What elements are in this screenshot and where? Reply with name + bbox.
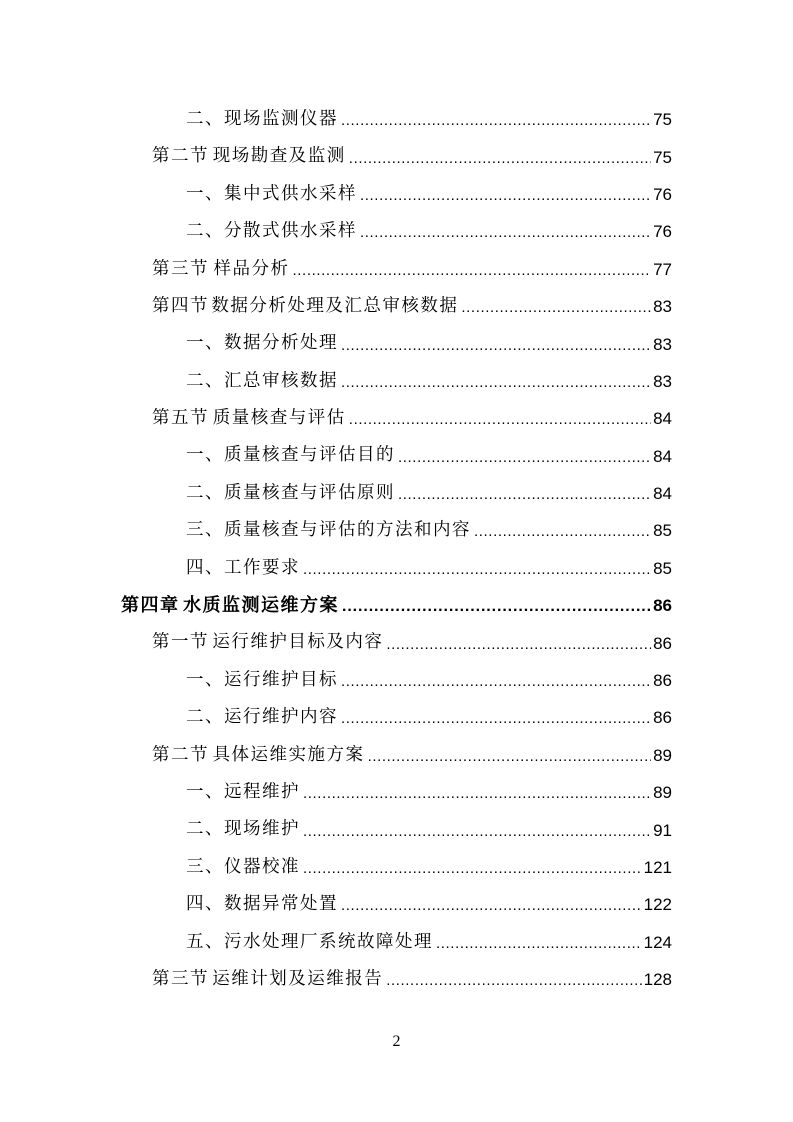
toc-entry-number: 第五节 [152, 408, 209, 429]
toc-entry-number: 二、 [186, 370, 224, 391]
toc-entry-page: 75 [653, 110, 672, 130]
toc-entry-item[interactable] [0, 475, 793, 512]
toc-entry-page: 128 [643, 970, 672, 990]
toc-entry-number: 第二节 [152, 146, 209, 167]
toc-entry-section[interactable] [0, 961, 793, 998]
toc-entry-item[interactable] [0, 213, 793, 250]
toc-entry-page: 86 [653, 596, 672, 616]
toc-entry-item[interactable] [0, 699, 793, 736]
table-of-contents [0, 101, 793, 998]
toc-entry-item[interactable] [0, 512, 793, 549]
toc-entry-title: 分散式供水采样 [224, 221, 357, 242]
toc-entry-title: 数据异常处置 [224, 894, 338, 915]
toc-entry-section[interactable] [0, 251, 793, 288]
toc-entry-number: 四、 [186, 894, 224, 915]
toc-entry-number: 二、 [186, 221, 224, 242]
toc-entry-number: 二、 [186, 108, 224, 129]
toc-entry-item[interactable] [0, 811, 793, 848]
toc-entry-title: 质量核查与评估 [212, 408, 346, 429]
toc-entry-number: 第四节 [152, 295, 209, 316]
toc-entry-title: 现场勘查及监测 [212, 146, 346, 167]
toc-entry-page: 85 [653, 558, 672, 578]
toc-entry-item[interactable] [0, 774, 793, 811]
toc-leader-dots [349, 151, 651, 166]
toc-leader-dots [360, 188, 651, 203]
toc-entry-page: 84 [653, 446, 672, 466]
toc-entry-page: 121 [643, 858, 672, 877]
toc-leader-dots [368, 749, 652, 764]
toc-leader-dots [436, 936, 642, 951]
toc-entry-number: 第四章 [121, 594, 180, 616]
toc-entry-page: 83 [653, 334, 672, 354]
toc-entry-number: 第三节 [152, 968, 209, 989]
toc-entry-page: 75 [653, 147, 672, 167]
toc-entry-page: 122 [643, 895, 672, 915]
toc-entry-title: 运行维护目标及内容 [212, 632, 384, 653]
toc-entry-page: 91 [653, 820, 672, 840]
toc-entry-item[interactable] [0, 363, 793, 400]
toc-entry-title: 汇总审核数据 [224, 370, 338, 391]
toc-entry-page: 89 [653, 745, 672, 765]
toc-leader-dots [386, 973, 641, 988]
toc-entry-title: 运行维护内容 [224, 707, 338, 728]
toc-entry-item[interactable] [0, 886, 793, 923]
toc-leader-dots [303, 562, 651, 577]
toc-leader-dots [398, 450, 651, 465]
toc-entry-title: 远程维护 [224, 781, 300, 802]
toc-leader-dots [303, 824, 651, 839]
toc-leader-dots [303, 786, 651, 801]
toc-entry-item[interactable] [0, 662, 793, 699]
toc-entry-title: 运维计划及运维报告 [212, 968, 384, 989]
toc-entry-number: 一、 [186, 781, 224, 802]
toc-leader-dots [303, 861, 642, 876]
toc-entry-page: 89 [653, 783, 672, 803]
toc-entry-item[interactable] [0, 438, 793, 475]
toc-entry-item[interactable] [0, 849, 793, 886]
toc-leader-dots [341, 375, 651, 390]
toc-leader-dots [461, 300, 651, 315]
toc-entry-item[interactable] [0, 924, 793, 961]
toc-entry-title: 工作要求 [224, 557, 300, 578]
toc-entry-title: 运行维护目标 [224, 669, 338, 690]
toc-entry-section[interactable] [0, 624, 793, 661]
toc-entry-number: 第二节 [152, 744, 209, 765]
toc-entry-page: 124 [643, 932, 672, 952]
toc-entry-page: 86 [653, 708, 672, 728]
toc-entry-item[interactable] [0, 325, 793, 362]
toc-entry-page: 85 [653, 521, 672, 541]
toc-entry-title: 污水处理厂系统故障处理 [224, 931, 433, 952]
toc-entry-page: 83 [653, 371, 672, 391]
toc-leader-dots [386, 637, 651, 652]
toc-entry-number: 第三节 [152, 258, 209, 279]
toc-leader-dots [474, 524, 651, 539]
toc-entry-title: 具体运维实施方案 [212, 744, 365, 765]
toc-leader-dots [293, 263, 652, 278]
toc-entry-title: 样品分析 [213, 258, 290, 279]
toc-leader-dots [349, 412, 651, 427]
toc-entry-page: 86 [653, 671, 672, 691]
toc-entry-item[interactable] [0, 550, 793, 587]
toc-leader-dots [341, 674, 651, 689]
toc-leader-dots [341, 711, 651, 726]
toc-entry-number: 二、 [186, 707, 224, 728]
toc-entry-title: 质量核查与评估原则 [224, 482, 395, 503]
toc-entry-number: 一、 [186, 183, 224, 204]
toc-entry-page: 76 [653, 184, 672, 204]
toc-entry-title: 数据分析处理 [224, 333, 338, 354]
toc-entry-title: 现场监测仪器 [224, 108, 338, 129]
toc-entry-number: 四、 [186, 557, 224, 578]
toc-entry-section[interactable] [0, 737, 793, 774]
toc-entry-title: 现场维护 [224, 819, 300, 840]
toc-entry-title: 集中式供水采样 [224, 183, 357, 204]
toc-entry-number: 一、 [186, 445, 224, 466]
toc-entry-section[interactable] [0, 138, 793, 175]
toc-entry-number: 二、 [186, 819, 224, 840]
toc-leader-dots [360, 225, 651, 240]
toc-entry-item[interactable] [0, 176, 793, 213]
toc-entry-section[interactable] [0, 288, 793, 325]
toc-entry-page: 76 [653, 222, 672, 242]
toc-entry-number: 三、 [186, 520, 224, 541]
toc-entry-page: 77 [653, 259, 672, 279]
toc-entry-number: 五、 [186, 931, 224, 952]
page-number: 2 [392, 1033, 401, 1050]
toc-entry-title: 水质监测运维方案 [182, 594, 339, 616]
toc-leader-dots [341, 898, 642, 913]
toc-entry-title: 数据分析处理及汇总审核数据 [211, 295, 459, 316]
toc-entry-section[interactable] [0, 400, 793, 437]
toc-entry-page: 84 [653, 484, 672, 504]
toc-entry-number: 第一节 [152, 632, 209, 653]
toc-entry-title: 质量核查与评估目的 [224, 445, 395, 466]
toc-entry-number: 一、 [186, 669, 224, 690]
toc-leader-dots [398, 487, 651, 502]
toc-entry-page: 86 [653, 633, 672, 653]
toc-leader-dots [342, 599, 651, 615]
toc-entry-title: 质量核查与评估的方法和内容 [224, 520, 471, 541]
toc-entry-item[interactable] [0, 101, 793, 138]
toc-entry-title: 仪器校准 [224, 856, 300, 877]
toc-leader-dots [341, 113, 651, 128]
toc-entry-number: 一、 [186, 333, 224, 354]
toc-entry-page: 83 [653, 297, 672, 317]
toc-leader-dots [341, 338, 651, 353]
toc-entry-page: 84 [653, 409, 672, 429]
toc-entry-number: 三、 [186, 856, 224, 877]
toc-entry-chapter[interactable] [0, 587, 793, 624]
toc-entry-number: 二、 [186, 482, 224, 503]
